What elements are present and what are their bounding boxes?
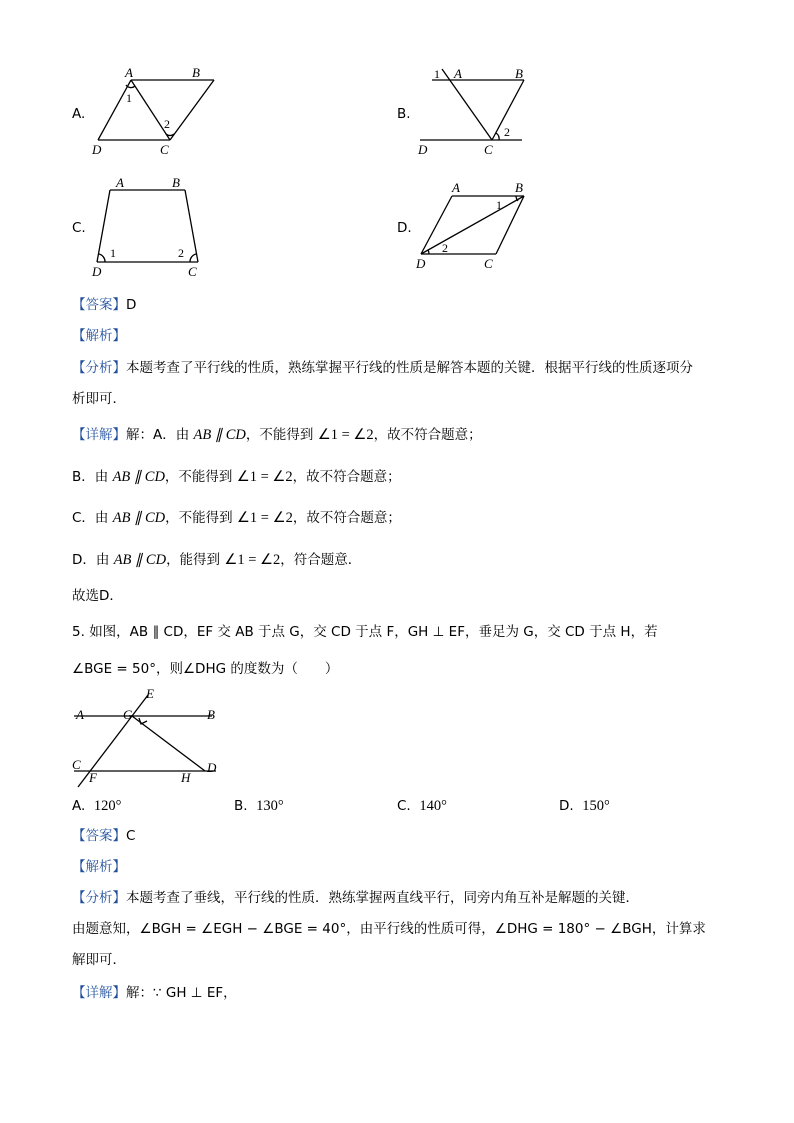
label-d: D bbox=[207, 760, 217, 775]
angle-2-label: 2 bbox=[178, 246, 184, 260]
label-a: A bbox=[454, 66, 462, 81]
angle-2-label: 2 bbox=[164, 117, 170, 131]
q5-choice-b: B. 130° bbox=[234, 798, 284, 814]
label-d: D bbox=[418, 142, 428, 157]
q4-fenxi-line1: 【分析】本题考查了平行线的性质，熟练掌握平行线的性质是解答本题的关键．根据平行线的性质逐项分 bbox=[72, 360, 693, 376]
option-b-figure bbox=[412, 62, 542, 162]
q4-answer-line bbox=[72, 295, 136, 315]
label-d: D bbox=[92, 264, 102, 279]
label-e: E bbox=[146, 686, 154, 701]
angle-2-label: 2 bbox=[504, 125, 510, 139]
q5-analysis-tag: 【解析】 bbox=[72, 859, 126, 875]
answer-tag: 【答案】 bbox=[72, 297, 126, 313]
option-d-figure bbox=[412, 178, 542, 278]
angle-1-label: 1 bbox=[126, 91, 132, 105]
label-a: A bbox=[76, 707, 84, 722]
label-c: C bbox=[72, 757, 81, 772]
q5-fenxi-line: 【分析】本题考查了垂线，平行线的性质．熟练掌握两直线平行，同旁内角互补是解题的关键． bbox=[72, 890, 639, 906]
label-g: G bbox=[123, 707, 133, 722]
angle-2-label: 2 bbox=[442, 241, 448, 255]
option-c-letter: C. bbox=[72, 220, 86, 236]
label-a: A bbox=[125, 65, 133, 80]
q5-choice-d: D. 150° bbox=[559, 798, 610, 814]
q4-fenxi-line2: 析即可． bbox=[72, 391, 126, 407]
q4-detail-line-c: C．由 AB ∥ CD，不能得到 ∠1 = ∠2，故不符合题意； bbox=[72, 510, 401, 526]
answer-value: D bbox=[126, 297, 137, 313]
q5-stem-line1: 5. 如图，AB ∥ CD，EF 交 AB 于点 G，交 CD 于点 F，GH ⊥ EF，垂足为 G，交 CD 于点 H，若 bbox=[72, 624, 658, 640]
label-c: C bbox=[188, 264, 197, 279]
label-b: B bbox=[192, 65, 200, 80]
q4-final: 故选D． bbox=[72, 588, 123, 604]
label-b: B bbox=[207, 707, 215, 722]
q5-choice-c: C. 140° bbox=[397, 798, 447, 814]
label-c: C bbox=[484, 256, 493, 271]
q4-analysis-tag: 【解析】 bbox=[72, 328, 126, 344]
label-d: D bbox=[92, 142, 102, 157]
label-h: H bbox=[181, 770, 191, 785]
option-d-letter: D. bbox=[397, 220, 412, 236]
angle-1-label: 1 bbox=[434, 67, 440, 81]
option-a-letter: A. bbox=[72, 106, 86, 122]
q4-detail-line-a: 【详解】解：A．由 AB ∥ CD，不能得到 ∠1 = ∠2，故不符合题意； bbox=[72, 427, 482, 443]
q5-detail-line: 【详解】解：∵ GH ⊥ EF， bbox=[72, 985, 237, 1001]
label-c: C bbox=[160, 142, 169, 157]
label-d: D bbox=[416, 256, 426, 271]
q5-derive-line1: 由题意知，∠BGH = ∠EGH − ∠BGE = 40°，由平行线的性质可得，∠DHG = 180° − ∠BGH，计算求 bbox=[72, 921, 706, 937]
label-b: B bbox=[515, 180, 523, 195]
label-b: B bbox=[515, 66, 523, 81]
label-c: C bbox=[484, 142, 493, 157]
q5-figure bbox=[70, 684, 230, 790]
option-a-figure bbox=[88, 62, 228, 162]
label-a: A bbox=[116, 175, 124, 190]
angle-1-label: 1 bbox=[110, 246, 116, 260]
label-a: A bbox=[452, 180, 460, 195]
q4-detail-line-b: B．由 AB ∥ CD，不能得到 ∠1 = ∠2，故不符合题意； bbox=[72, 469, 401, 485]
q5-derive-line2: 解即可． bbox=[72, 952, 126, 968]
q5-stem-line2: ∠BGE = 50°，则∠DHG 的度数为（ ） bbox=[72, 661, 339, 677]
label-f: F bbox=[89, 770, 97, 785]
q5-choice-a: A. 120° bbox=[72, 798, 122, 814]
q4-detail-line-d: D．由 AB ∥ CD，能得到 ∠1 = ∠2，符合题意． bbox=[72, 552, 362, 568]
option-c-figure bbox=[88, 172, 218, 282]
q5-answer-line: 【答案】C bbox=[72, 828, 136, 844]
angle-1-label: 1 bbox=[496, 198, 502, 212]
label-b: B bbox=[172, 175, 180, 190]
option-b-letter: B. bbox=[397, 106, 411, 122]
